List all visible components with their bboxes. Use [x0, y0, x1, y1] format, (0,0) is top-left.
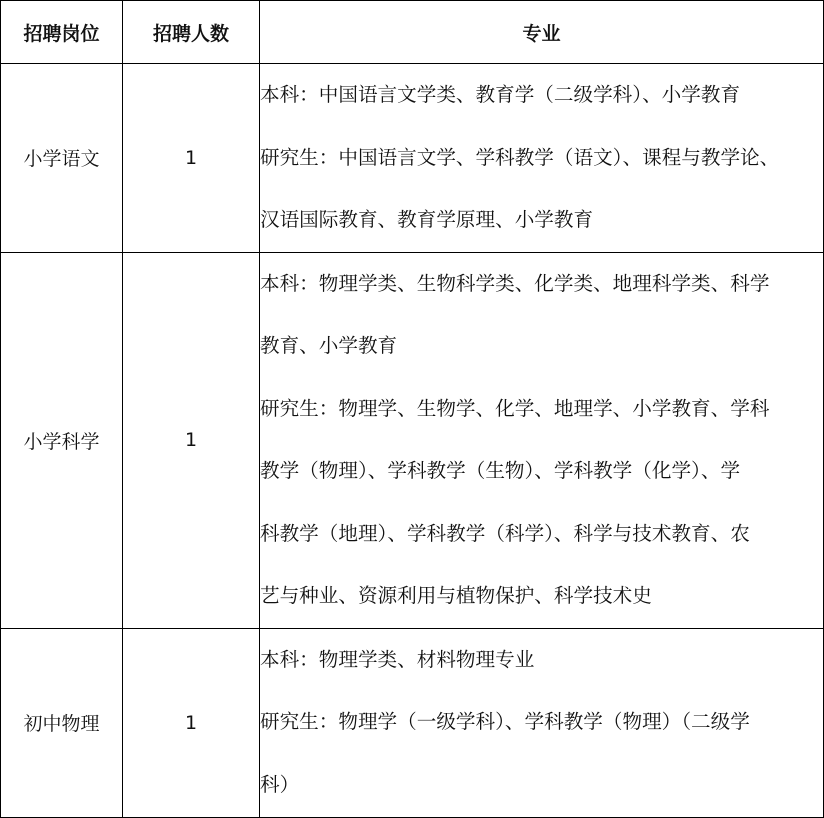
- header-count: 招聘人数: [123, 1, 260, 64]
- count-cell: 1: [123, 628, 260, 817]
- major-line: 研究生：中国语言文学、学科教学（语文）、课程与教学论、: [260, 145, 780, 169]
- table-row: [1, 64, 824, 253]
- position-cell: 小学语文: [1, 64, 123, 253]
- major-line: 艺与种业、资源利用与植物保护、科学技术史: [260, 584, 652, 607]
- major-line: 本科：物理学类、生物科学类、化学类、地理科学类、科学: [260, 271, 770, 295]
- major-line: 教学（物理）、学科教学（生物）、学科教学（化学）、学: [260, 459, 741, 482]
- table-row: [1, 252, 824, 628]
- table-row: [1, 628, 824, 817]
- major-line: 研究生：物理学（一级学科）、学科教学（物理）（二级学: [260, 710, 750, 733]
- major-cell: [260, 628, 824, 817]
- major-line: 科）: [260, 772, 300, 796]
- major-line: 本科：中国语言文学类、教育学（二级学科）、小学教育: [260, 83, 741, 106]
- major-cell: [260, 252, 824, 628]
- major-cell: [260, 64, 824, 253]
- major-line: 教育、小学教育: [260, 334, 398, 357]
- position-cell: 初中物理: [1, 628, 123, 817]
- count-cell: 1: [123, 252, 260, 628]
- major-line: 科教学（地理）、学科教学（科学）、科学与技术教育、农: [260, 521, 750, 545]
- count-cell: 1: [123, 64, 260, 253]
- position-cell: 小学科学: [1, 252, 123, 628]
- major-line: 本科：物理学类、材料物理专业: [260, 647, 535, 671]
- header-major: 专业: [260, 1, 824, 64]
- major-line: 研究生：物理学、生物学、化学、地理学、小学教育、学科: [260, 396, 770, 420]
- table-header-row: [1, 1, 824, 64]
- header-position: 招聘岗位: [1, 1, 123, 64]
- major-line: 汉语国际教育、教育学原理、小学教育: [260, 208, 594, 231]
